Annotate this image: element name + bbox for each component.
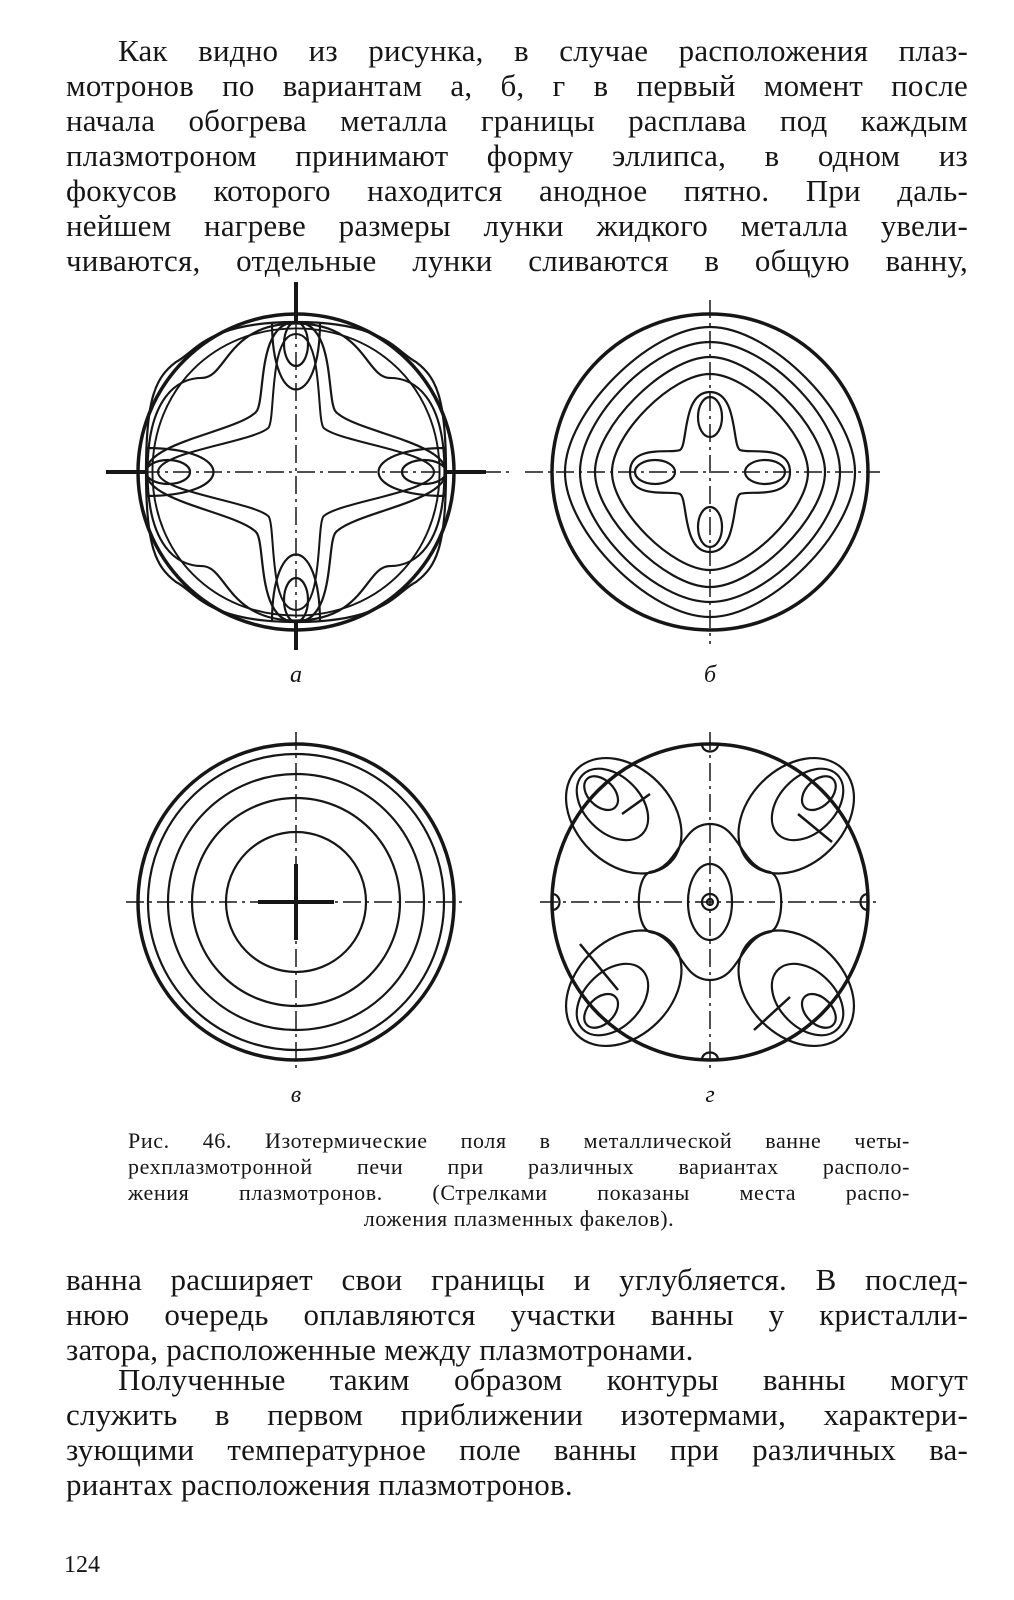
panel-label-a: а xyxy=(290,662,302,688)
text-line: служить в первом приближении изотермами, характери- xyxy=(66,1397,968,1432)
figure-46 xyxy=(100,282,900,1122)
diagram-panel-g xyxy=(540,732,880,1108)
text-line: фокусов которого находится анодное пятно. При даль- xyxy=(66,173,968,208)
figure-caption xyxy=(128,1128,910,1232)
page-number: 124 xyxy=(64,1552,100,1578)
text-line: чиваются, отдельные лунки сливаются в общую ванну, xyxy=(66,243,968,278)
paragraph-continuation xyxy=(66,1262,968,1367)
diagram-panel-b xyxy=(525,300,880,688)
text-line: плазмотроном принимают форму эллипса, в одном из xyxy=(66,138,968,173)
paragraph-last xyxy=(66,1362,968,1502)
caption-line: жения плазмотронов. (Стрелками показаны места распо- xyxy=(128,1180,910,1205)
text-line: начала обогрева металла границы расплава под каждым xyxy=(66,103,968,138)
diagram-panel-v xyxy=(126,732,466,1108)
panel-label-b: б xyxy=(703,662,717,688)
text-line: мотронов по вариантам а, б, г в первый момент после xyxy=(66,68,968,103)
paragraph-top xyxy=(66,33,968,278)
text-line: нейшем нагреве размеры лунки жидкого металла увели- xyxy=(66,208,968,243)
text-line: ванна расширяет свои границы и углубляется. В послед- xyxy=(66,1262,968,1297)
text-line: Как видно из рисунка, в случае расположения плаз- xyxy=(118,33,968,68)
text-line: зующими температурное поле ванны при различных ва- xyxy=(66,1432,968,1467)
panel-label-g: г xyxy=(705,1082,715,1108)
diagram-panel-a xyxy=(106,282,511,688)
caption-line: рехплазмотронной печи при различных вариантах располо- xyxy=(128,1154,910,1179)
text-line: риантах расположения плазмотронов. xyxy=(66,1467,573,1502)
text-line: Полученные таким образом контуры ванны могут xyxy=(118,1362,968,1397)
panel-label-v: в xyxy=(290,1082,302,1108)
caption-line: ложения плазменных факелов). xyxy=(363,1206,675,1231)
text-line: нюю очередь оплавляются участки ванны у кристалли- xyxy=(66,1297,968,1332)
caption-line: Рис. 46. Изотермические поля в металлической ванне четы- xyxy=(128,1128,910,1153)
text-line: затора, расположенные между плазмотронами. xyxy=(66,1332,694,1367)
